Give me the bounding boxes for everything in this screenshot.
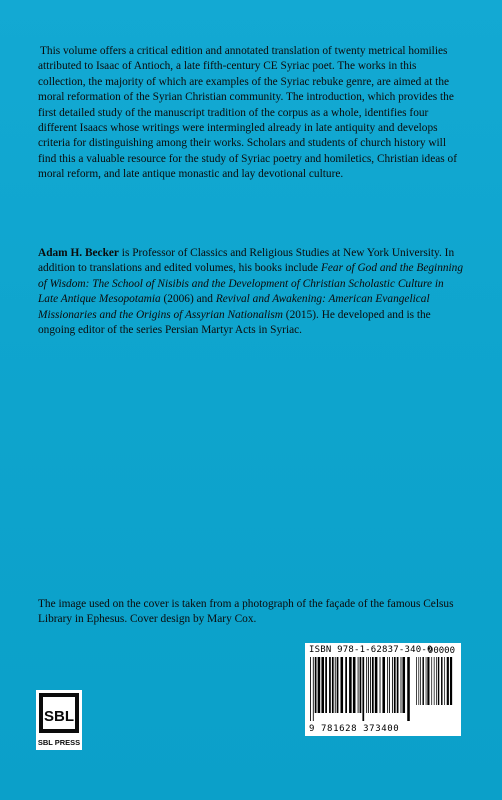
logo-press-text: SBL PRESS <box>37 738 81 747</box>
barcode-bar <box>407 657 410 721</box>
barcode-bar <box>375 657 378 713</box>
barcode-bar <box>321 657 324 713</box>
barcode-bar <box>427 657 429 705</box>
ean-number: 9 781628 373400 <box>309 724 400 734</box>
barcode-bar <box>372 657 374 713</box>
book-title-2: Revival and Awakening: American Evangelical Missionaries and the Origins of Assyrian Nationalism <box>38 293 430 321</box>
barcode-bar <box>335 657 336 713</box>
barcode-bar <box>426 657 427 705</box>
author-bio <box>38 246 466 338</box>
barcode-bar <box>349 657 352 713</box>
barcode-bar <box>441 657 442 705</box>
isbn-barcode <box>305 643 461 736</box>
barcode-bar <box>444 657 445 705</box>
author-name: Adam H. Becker <box>38 247 119 259</box>
barcode-bar <box>360 657 362 713</box>
ean-barcode-bars <box>310 657 414 721</box>
price-addon-number: 90000 <box>427 646 455 656</box>
cover-credit: The image used on the cover is taken from a photograph of the façade of the famous Celsus Library in Ephesus. Cover design by Mary Cox. <box>38 598 454 626</box>
barcode-bar <box>397 657 399 713</box>
barcode-bar <box>358 657 359 713</box>
barcode-bar <box>370 657 371 713</box>
barcode-bar <box>382 657 385 713</box>
barcode-bar <box>402 657 405 713</box>
barcode-bar <box>325 657 327 713</box>
barcode-bar <box>436 657 437 705</box>
barcode-bar <box>345 657 347 713</box>
logo-sbl-text: SBL <box>44 708 74 725</box>
barcode-bar <box>318 657 321 713</box>
barcode-bar <box>366 657 367 713</box>
bio-text-2: (2006) and <box>160 293 216 306</box>
barcode-bar <box>353 657 356 713</box>
barcode-bar <box>387 657 388 713</box>
book-description <box>38 44 466 183</box>
barcode-bar <box>341 657 344 713</box>
bio-text-3: (2015). He developed and is the ongoing editor of the series Persian Martyr Acts in Syriac. <box>38 308 431 337</box>
barcode-bar <box>368 657 369 713</box>
barcode-bar <box>313 657 314 721</box>
barcode-bar <box>418 657 419 705</box>
barcode-bar <box>332 657 334 713</box>
barcode-bar <box>389 657 390 713</box>
description-text: This volume offers a critical edition and annotated translation of twenty metrical homilies attributed to Isaac of Antioch, a late fifth-century CE Syriac poet. The works in this collection, the majority of which are examples of the Syriac rebuke genre, are aimed at the moral reformation of the Syrian Christian community. The introduction, which provides the first detailed study of the manuscript tradition of the corpus as a whole, identifies four different Isaacs whose writings were intermingled already in late antiquity and develops criteria for distinguishing among their works. Scholars and students of church history will find this a valuable resource for the study of Syriac poetry and homiletics, Christian ideas of moral reform, and late antique monastic and lay devotional culture. <box>38 45 457 181</box>
barcode-bar <box>420 657 421 705</box>
barcode-bar <box>315 657 317 713</box>
barcode-bar <box>450 657 452 705</box>
barcode-bar <box>380 657 381 713</box>
isbn-label: ISBN 978-1-62837-340-0 <box>309 645 433 655</box>
barcode-bar <box>438 657 439 705</box>
barcode-bar <box>310 657 311 721</box>
barcode-bar <box>392 657 393 713</box>
barcode-bar <box>394 657 396 713</box>
book-title-1: Fear of God and the Beginning of Wisdom: The School of Nisibis and the Development of Christian Scholastic Culture in Late Antique Mesopotamia <box>38 262 464 306</box>
barcode-bar <box>329 657 331 713</box>
barcode-bar <box>337 657 339 713</box>
barcode-bar <box>416 657 417 705</box>
barcode-bar <box>447 657 449 705</box>
barcode-bar <box>362 657 364 721</box>
addon-barcode-bars <box>416 657 456 713</box>
barcode-bar <box>401 657 402 713</box>
barcode-bar <box>431 657 432 705</box>
barcode-bar <box>422 657 423 705</box>
bio-text-1: is Professor of Classics and Religious Studies at New York University. In addition to translations and edited volumes, his books include <box>38 247 455 275</box>
barcode-bar <box>434 657 435 705</box>
sbl-press-logo <box>36 690 82 750</box>
